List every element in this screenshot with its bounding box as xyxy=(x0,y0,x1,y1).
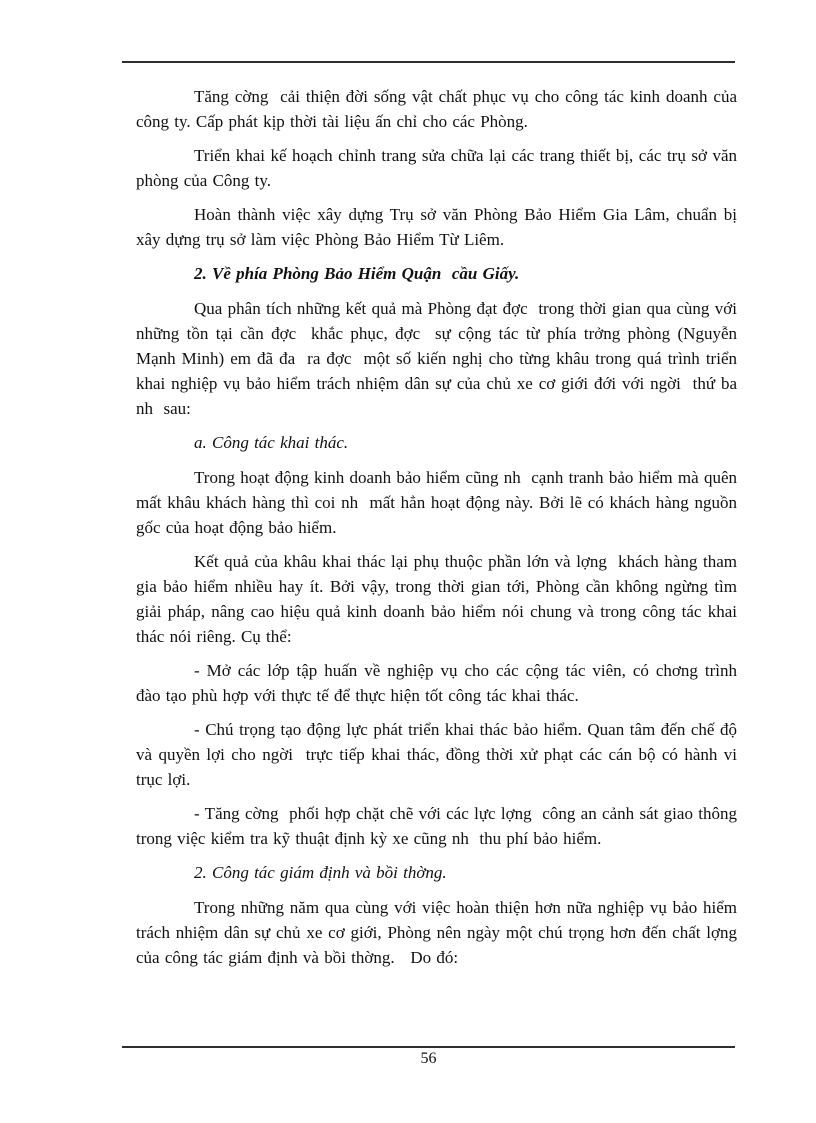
page-number: 56 xyxy=(420,1050,437,1067)
body-paragraph: Trong những năm qua cùng với việc hoàn thiện hơn nữa nghiệp vụ bảo hiểm trách nhiệm dân sự chủ xe cơ giới, Phòng nên ngày một chú trọng hơn đến chất lợng của công tác giám định và bồi thờng. Do đó: xyxy=(136,898,748,967)
footer-divider xyxy=(122,1046,735,1048)
body-paragraph: Hoàn thành việc xây dựng Trụ sở văn Phòng Bảo Hiểm Gia Lâm, chuẩn bị xây dựng trụ sở làm việc Phòng Bảo Hiểm Từ Liêm. xyxy=(136,205,743,249)
body-paragraph: Kết quả của khâu khai thác lại phụ thuộc phần lớn và lợng khách hàng tham gia bảo hiểm nhiều hay ít. Bởi vậy, trong thời gian tới, Phòng cần không ngừng tìm giải pháp, nâng cao hiệu quả kinh doanh bảo hiểm nói chung và trong công tác khai thác nói riêng. Cụ thể: xyxy=(136,552,743,646)
subsection-heading: a. Công tác khai thác. xyxy=(194,433,349,452)
body-paragraph: - Tăng cờng phối hợp chặt chẽ với các lực lợng công an cảnh sát giao thông trong việc kiểm tra kỹ thuật định kỳ xe cũng nh thu phí bảo hiểm. xyxy=(136,804,743,848)
header-divider xyxy=(122,61,735,63)
page-footer xyxy=(122,1046,735,1068)
body-paragraph: Tăng cờng cải thiện đời sống vật chất phục vụ cho công tác kinh doanh của công ty. Cấp phát kịp thời tài liệu ấn chỉ cho các Phòng. xyxy=(136,87,743,131)
body-paragraph: - Chú trọng tạo động lực phát triển khai thác bảo hiểm. Quan tâm đến chế độ và quyền lợi cho ngời trực tiếp khai thác, đồng thời xử phạt các cán bộ có hành vi trục lợi. xyxy=(136,720,743,789)
body-paragraph: - Mở các lớp tập huấn về nghiệp vụ cho các cộng tác viên, có chơng trình đào tạo phù hợp với thực tế để thực hiện tốt công tác khai thác. xyxy=(136,661,743,705)
body-paragraph: Trong hoạt động kinh doanh bảo hiểm cũng nh cạnh tranh bảo hiểm mà quên mất khâu khách hàng thì coi nh mất hẳn hoạt động này. Bởi lẽ có khách hàng nguồn gốc của hoạt động bảo hiểm. xyxy=(136,468,743,537)
body-paragraph: Qua phân tích những kết quả mà Phòng đạt đợc trong thời gian qua cùng với những tồn tại cần đợc khắc phục, đợc sự cộng tác từ phía trởng phòng (Nguyễn Mạnh Minh) em đã đa ra đợc một số kiến nghị cho từng khâu trong quá trình triển khai nghiệp vụ bảo hiểm trách nhiệm dân sự của chủ xe cơ giới đới với ngời thứ ba nh sau: xyxy=(136,299,743,418)
document-body xyxy=(136,84,748,979)
subsection-heading: 2. Công tác giám định và bồi thờng. xyxy=(194,863,447,882)
section-heading: 2. Về phía Phòng Bảo Hiểm Quận cầu Giấy. xyxy=(194,264,520,283)
body-paragraph: Triển khai kế hoạch chỉnh trang sửa chữa lại các trang thiết bị, các trụ sở văn phòng của Công ty. xyxy=(136,146,743,190)
